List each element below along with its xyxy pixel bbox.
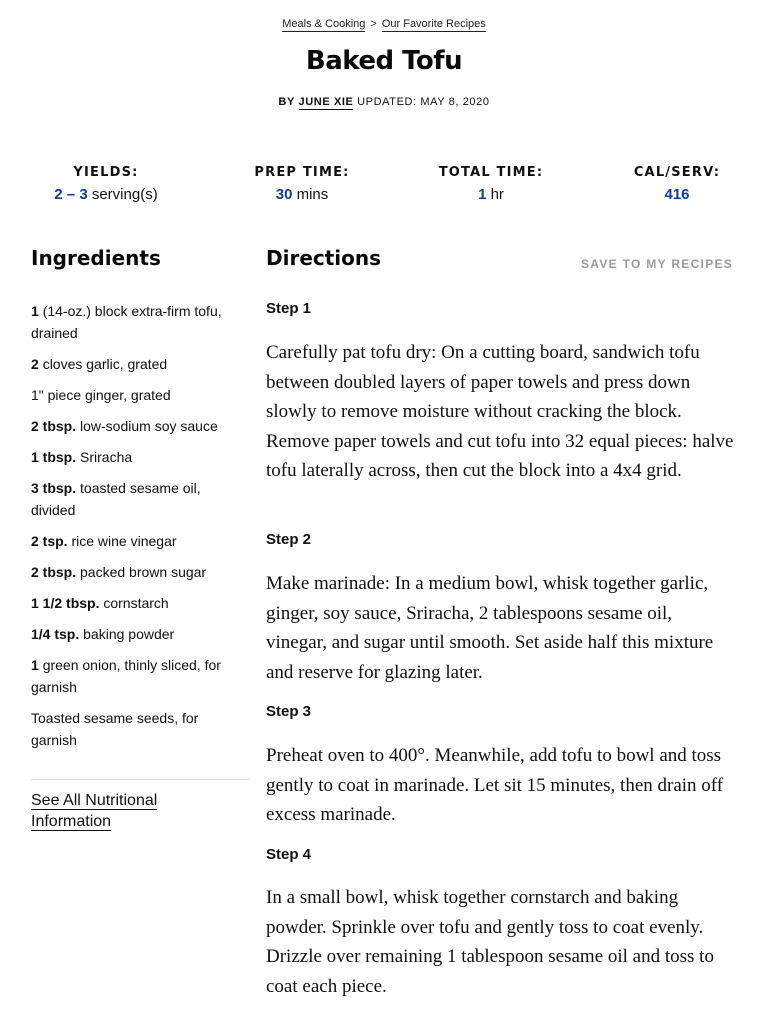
nutrition-info-link[interactable] (31, 790, 231, 832)
ingredient-qty: 2 (31, 356, 39, 372)
divider (31, 779, 250, 780)
ingredient-text: low-sodium soy sauce (80, 418, 218, 434)
ingredient-item (31, 300, 236, 344)
ingredient-qty: 3 tbsp. (31, 480, 77, 496)
stat-yields-label: YIELDS: (73, 165, 139, 180)
ingredient-item (31, 477, 236, 521)
byline-by-label: BY (278, 96, 295, 108)
ingredient-text: baking powder (83, 626, 175, 642)
stat-prep-unit: mins (296, 186, 329, 203)
recipe-title: Baked Tofu (305, 46, 463, 76)
ingredient-text: Toasted sesame seeds, for garnish (31, 710, 199, 748)
nutrition-info-link-text[interactable]: See All Nutritional Information (31, 792, 158, 830)
ingredient-item (31, 530, 236, 552)
ingredient-text: toasted sesame oil, divided (31, 480, 201, 518)
ingredient-qty: 2 tbsp. (31, 418, 77, 434)
ingredient-item (31, 561, 236, 583)
ingredient-qty: 1 1/2 tbsp. (31, 595, 100, 611)
byline (0, 96, 768, 108)
stat-yields-value: 2 – 3 (54, 186, 88, 203)
ingredients-list (31, 300, 236, 760)
stat-yields-unit: serving(s) (91, 186, 158, 203)
stat-cal-label: CAL/SERV: (633, 165, 721, 180)
stat-prep-time (217, 165, 387, 203)
breadcrumb-link-meals-cooking[interactable]: Meals & Cooking (282, 18, 366, 30)
ingredient-qty: 1 tbsp. (31, 449, 77, 465)
directions-heading: Directions (266, 246, 382, 270)
stat-total-unit: hr (490, 186, 504, 203)
ingredient-qty: 2 tsp. (31, 533, 68, 549)
ingredient-qty: 1 (31, 303, 39, 319)
ingredient-item (31, 592, 236, 614)
stat-prep-value: 30 (275, 186, 293, 203)
ingredient-item (31, 353, 236, 375)
stat-prep-label: PREP TIME: (254, 165, 350, 180)
ingredient-text: cornstarch (103, 595, 169, 611)
ingredient-qty: 2 tbsp. (31, 564, 77, 580)
step-label: Step 1 (266, 300, 312, 317)
ingredient-text: rice wine vinegar (71, 533, 177, 549)
step-label: Step 3 (266, 703, 312, 720)
ingredient-qty: 1/4 tsp. (31, 626, 80, 642)
ingredient-item (31, 707, 236, 751)
stat-total-value: 1 (478, 186, 487, 203)
ingredient-text: (14-oz.) block extra-firm tofu, drained (31, 303, 222, 341)
stat-calories (592, 165, 762, 203)
ingredient-text: green onion, thinly sliced, for garnish (31, 657, 221, 695)
stat-cal-value: 416 (664, 186, 690, 203)
ingredient-text: packed brown sugar (80, 564, 207, 580)
ingredient-item (31, 415, 236, 437)
step-text: In a small bowl, whisk together cornstarch and baking powder. Sprinkle over tofu and gently toss to coat evenly. Drizzle over remaining 1 tablespoon sesame oil and toss to coat each piece. (266, 887, 714, 997)
stat-yields (21, 165, 191, 203)
breadcrumb-link-favorite-recipes[interactable]: Our Favorite Recipes (381, 18, 486, 30)
author-link[interactable]: JUNE XIE (298, 96, 354, 108)
ingredient-qty: 1 (31, 657, 39, 673)
ingredient-text: Sriracha (80, 449, 133, 465)
ingredients-heading: Ingredients (31, 246, 161, 270)
ingredient-item (31, 446, 236, 468)
step-text: Make marinade: In a medium bowl, whisk together garlic, ginger, soy sauce, Sriracha, 2 tablespoons sesame oil, vinegar, and sugar until smooth. Set aside half this mixture and reserve for glazing later. (266, 573, 714, 683)
stat-total-time (406, 165, 576, 203)
step-text: Carefully pat tofu dry: On a cutting board, sandwich tofu between doubled layers of paper towels and press down slowly to remove moisture without cracking the block. Remove paper towels and cut tofu into 32 equal pieces: halve tofu laterally across, then cut the block into a 4x4 grid. (266, 342, 734, 482)
step-label: Step 2 (266, 531, 312, 548)
updated-date: UPDATED: MAY 8, 2020 (357, 96, 490, 108)
save-to-my-recipes-button[interactable]: SAVE TO MY RECIPES (581, 257, 734, 271)
ingredient-item (31, 654, 236, 698)
step-text: Preheat oven to 400°. Meanwhile, add tofu to bowl and toss gently to coat in marinade. Let sit 15 minutes, then drain off excess marinade. (266, 745, 724, 826)
stat-total-label: TOTAL TIME: (438, 165, 544, 180)
ingredient-item (31, 384, 236, 406)
step-label: Step 4 (266, 846, 312, 863)
ingredient-text: cloves garlic, grated (42, 356, 168, 372)
ingredient-text: 1" piece ginger, grated (31, 387, 171, 403)
ingredient-item (31, 623, 236, 645)
breadcrumb-separator: > (370, 18, 377, 30)
breadcrumb (0, 18, 768, 30)
